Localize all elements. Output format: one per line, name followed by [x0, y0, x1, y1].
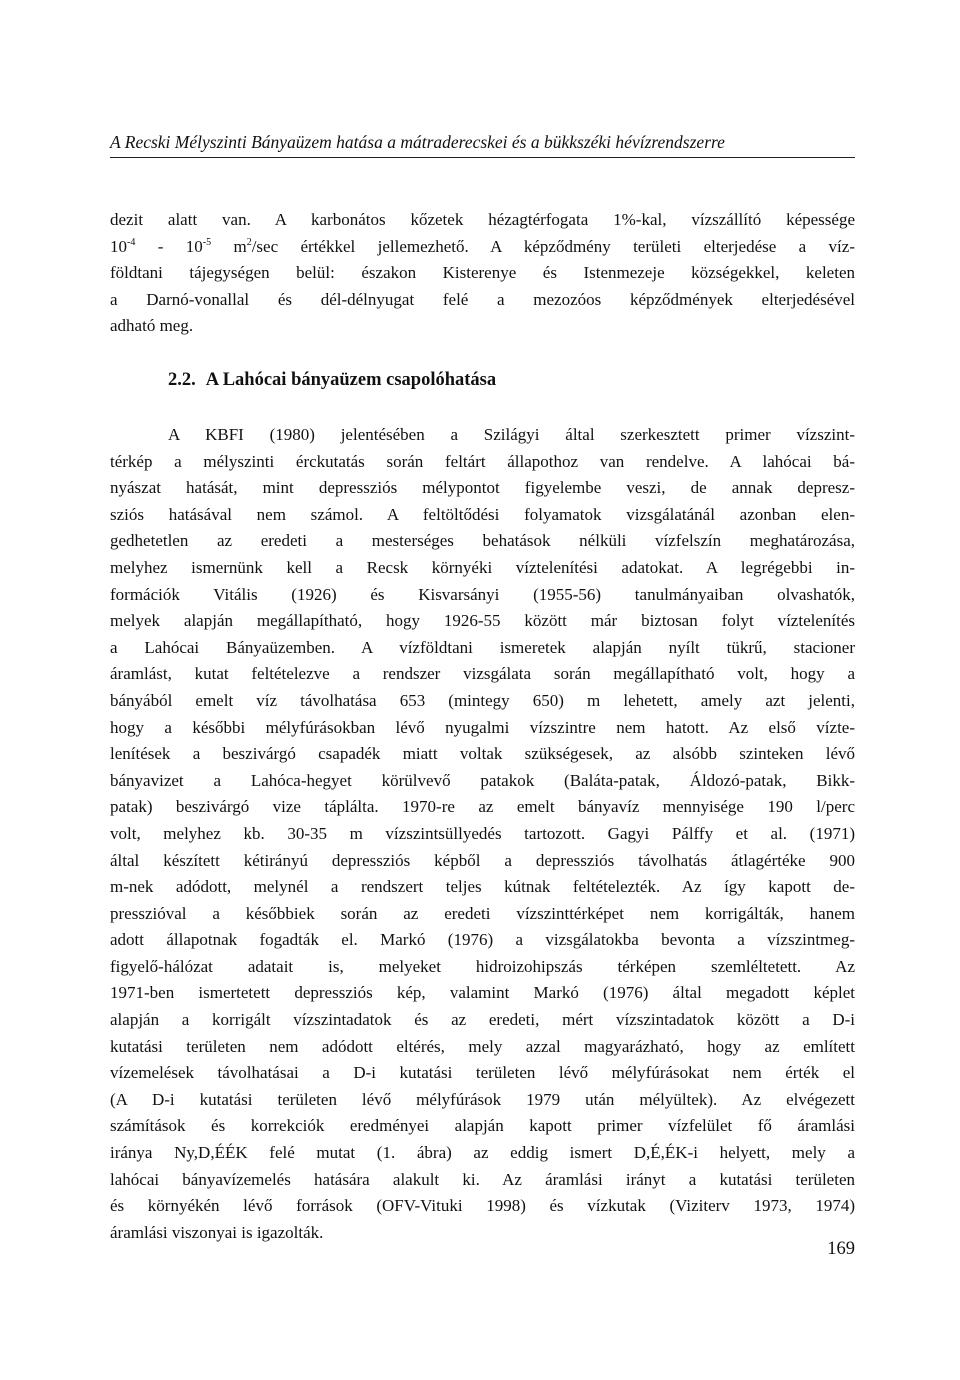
body-line: volt, melyhez kb. 30-35 m vízszintsüllyedés tartozott. Gagyi Pálffy et al. (1971): [110, 823, 855, 843]
body-line: áramlási viszonyai is igazolták.: [110, 1222, 324, 1242]
body-line: 1971-ben ismertetett depressziós kép, valamint Markó (1976) által megadott képlet: [110, 983, 855, 1003]
body-line: adott állapotnak fogadták el. Markó (1976) a vizsgálatokba bevonta a vízszintmeg-: [110, 930, 855, 950]
body-line: hogy a későbbi mélyfúrásokban lévő nyugalmi vízszintre nem hatott. Az első vízte-: [110, 717, 855, 737]
section-title: A Lahócai bányaüzem csapolóhatása: [205, 370, 497, 390]
header-rule: [110, 157, 855, 158]
exponent-base: - 10: [135, 236, 203, 256]
body-line: bányából emelt víz távolhatása 653 (mintegy 650) m lehetett, amely azt jelenti,: [110, 690, 855, 710]
unit-base: m: [211, 236, 247, 256]
body-line: gedhetetlen az eredeti a mesterséges behatások nélküli vízfelszín meghatározása,: [110, 531, 855, 551]
body-line: alapján a korrigált vízszintadatok és az eredeti, mért vízszintadatok között a D-i: [110, 1010, 855, 1030]
body-paragraph: [110, 422, 855, 1246]
intro-line-with-units: [110, 234, 855, 261]
section-heading: [168, 367, 496, 393]
body-line: nyászat hatását, mint depressziós mélypontot figyelembe veszi, de annak depresz-: [110, 478, 855, 498]
body-line: sziós hatásával nem számol. A feltöltődési folyamatok vizsgálatánál azonban elen-: [110, 504, 855, 524]
body-line: bányavizet a Lahóca-hegyet körülvevő patakok (Baláta-patak, Áldozó-patak, Bikk-: [110, 770, 855, 790]
intro-line: a Darnó-vonallal és dél-délnyugat felé a mezozóos képződmények elterjedésével: [110, 289, 855, 309]
exponent: -4: [127, 236, 136, 248]
body-line: patak) beszivárgó vize táplálta. 1970-re az emelt bányavíz mennyisége 190 l/perc: [110, 797, 855, 817]
intro-line: földtani tájegységen belül: északon Kisterenye és Istenmezeje községekkel, keleten: [110, 263, 855, 283]
body-line: számítások és korrekciók eredményei alapján kapott primer vízfelület fő áramlási: [110, 1116, 855, 1136]
body-line: A KBFI (1980) jelentésében a Szilágyi által szerkesztett primer vízszint-: [168, 425, 855, 444]
body-line: vízemelések távolhatásai a D-i kutatási területen lévő mélyfúrásokat nem érték el: [110, 1063, 855, 1083]
intro-paragraph: [110, 207, 855, 340]
page-number: 169: [827, 1239, 855, 1259]
exponent-base: 10: [110, 236, 127, 256]
intro-line: adható meg.: [110, 316, 194, 336]
body-line: kutatási területen nem adódott eltérés, mely azzal magyarázható, hogy az említett: [110, 1036, 855, 1056]
intro-line: dezit alatt van. A karbonátos kőzetek hézagtérfogata 1%-kal, vízszállító képessége: [110, 210, 855, 229]
body-line: térkép a mélyszinti érckutatás során feltárt állapothoz van rendelve. A lahócai bá-: [110, 451, 855, 471]
body-line: lenítések a beszivárgó csapadék miatt voltak szükségesek, az alsóbb szinteken lévő: [110, 744, 855, 764]
intro-line-rest: /sec értékkel jellemezhető. A képződmény területi elterjedése a víz-: [251, 236, 855, 256]
body-line: formációk Vitális (1926) és Kisvarsányi (1955-56) tanulmányaiban olvashatók,: [110, 584, 855, 604]
body-line: figyelő-hálózat adatait is, melyeket hidroizohipszás térképen szemléltetett. Az: [110, 956, 855, 976]
body-line: iránya Ny,D,ÉÉK felé mutat (1. ábra) az eddig ismert D,É,ÉK-i helyett, mely a: [110, 1143, 855, 1163]
body-line: melyhez ismernünk kell a Recsk környéki víztelenítési adatokat. A legrégebbi in-: [110, 557, 855, 577]
body-line: melyek alapján megállapítható, hogy 1926-55 között már biztosan folyt víztelenítés: [110, 611, 855, 631]
body-line: által készített kétirányú depressziós képből a depressziós távolhatás átlagértéke 900: [110, 850, 855, 870]
body-line: (A D-i kutatási területen lévő mélyfúrások 1979 után mélyültek). Az elvégezett: [110, 1089, 855, 1109]
body-line: presszióval a későbbiek során az eredeti vízszinttérképet nem korrigálták, hanem: [110, 903, 855, 923]
body-line: a Lahócai Bányaüzemben. A vízföldtani ismeretek alapján nyílt tükrű, stacioner: [110, 637, 855, 657]
running-header: A Recski Mélyszinti Bányaüzem hatása a mátraderecskei és a bükkszéki hévízrendszerre: [110, 132, 725, 152]
body-line: és környékén lévő források (OFV-Vituki 1998) és vízkutak (Viziterv 1973, 1974): [110, 1196, 855, 1216]
body-line: áramlást, kutat feltételezve a rendszer vizsgálata során megállapítható volt, hogy a: [110, 664, 855, 684]
section-number: 2.2.: [168, 370, 196, 390]
exponent: -5: [202, 236, 212, 248]
body-line: lahócai bányavízemelés hatására alakult ki. Az áramlási irányt a kutatási területen: [110, 1169, 855, 1189]
unit-exponent: 2: [246, 236, 252, 248]
body-line: m-nek adódott, melynél a rendszert teljes kútnak feltételezték. Az így kapott de-: [110, 877, 855, 897]
